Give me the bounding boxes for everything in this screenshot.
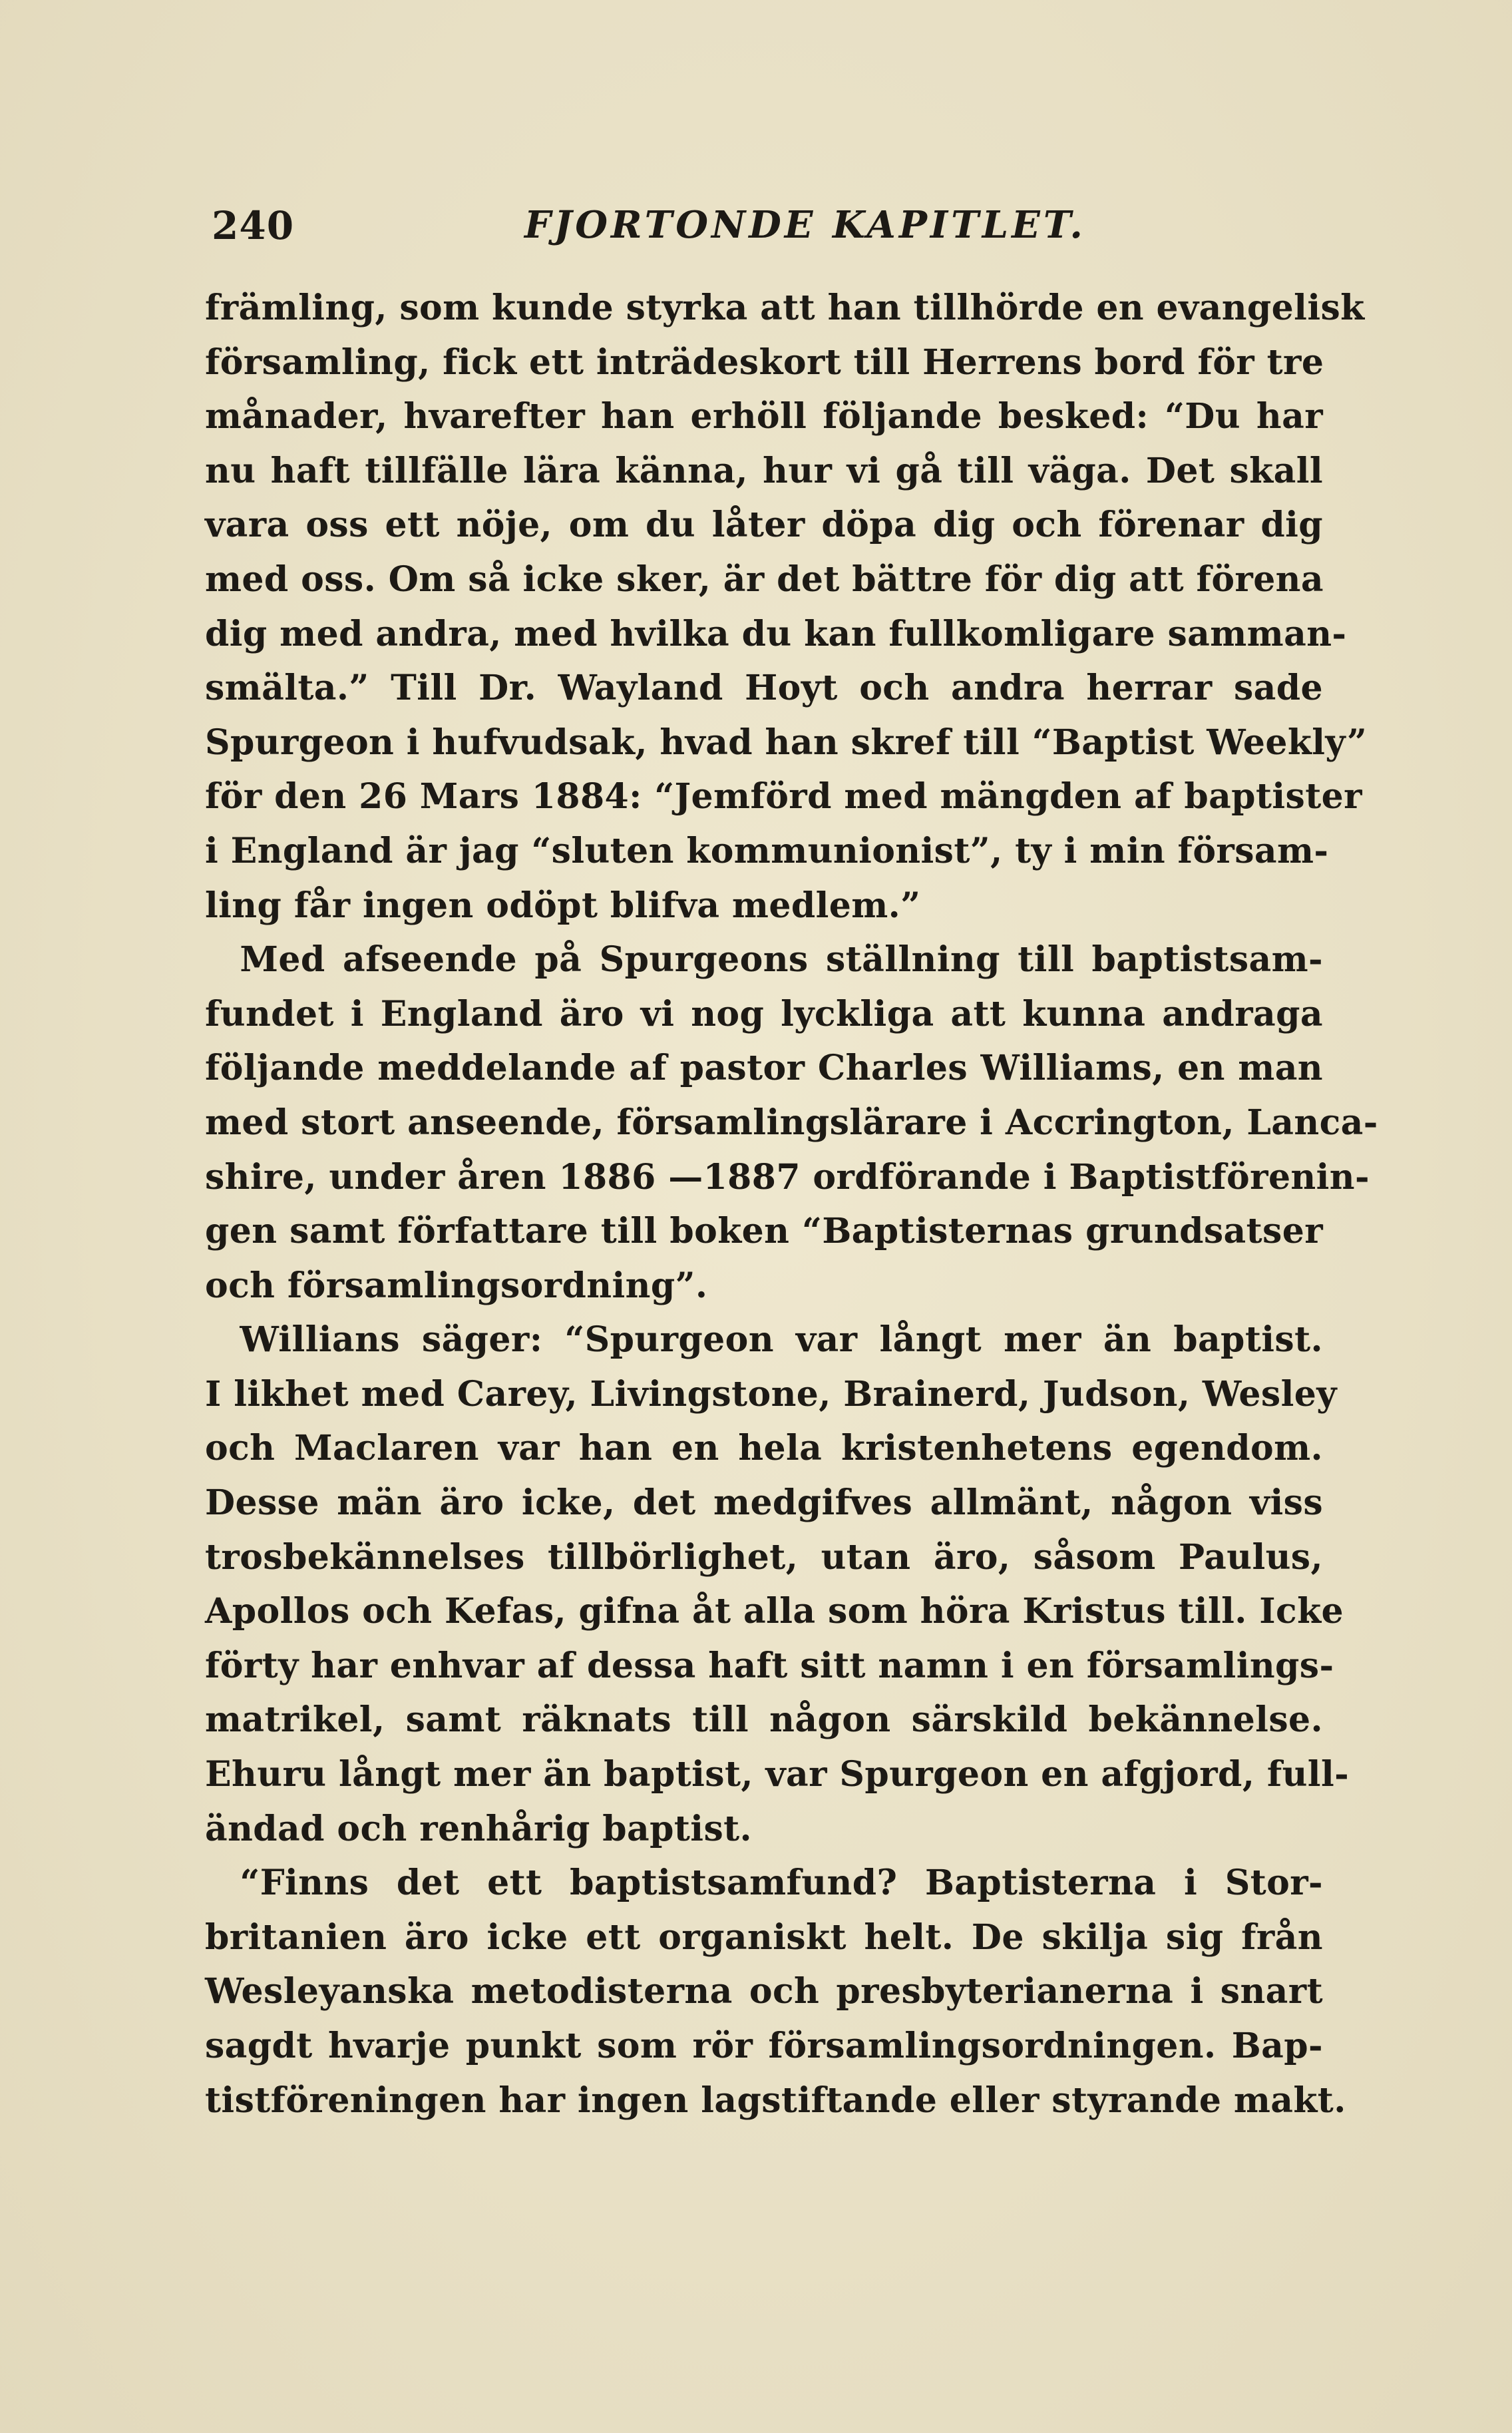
text-line: församling, fick ett inträdeskort till Herrens bord för tre: [205, 341, 1324, 383]
text-line: fundet i England äro vi nog lyckliga att kunna andraga: [205, 993, 1323, 1034]
text-line: ling får ingen odöpt blifva medlem.”: [205, 885, 921, 926]
text-line: smälta.” Till Dr. Wayland Hoyt och andra herrar sade: [205, 668, 1323, 709]
text-line: Spurgeon i hufvudsak, hvad han skref till “Baptist Weekly”: [205, 722, 1368, 763]
text-line: britanien äro icke ett organiskt helt. De skilja sig från: [205, 1916, 1323, 1958]
text-line: med stort anseende, församlingslärare i Accrington, Lanca-: [205, 1102, 1378, 1143]
text-line: för den 26 Mars 1884: “Jemförd med mängden af baptister: [205, 776, 1362, 817]
running-title: FJORTONDE KAPITLET.: [524, 203, 1086, 247]
text-line: Willians säger: “Spurgeon var långt mer än baptist.: [205, 1319, 1323, 1361]
text-line: vara oss ett nöje, om du låter döpa dig och förenar dig: [205, 505, 1323, 546]
text-line: gen samt författare till boken “Baptisternas grundsatser: [205, 1211, 1323, 1252]
text-line: trosbekännelses tillbörlighet, utan äro, såsom Paulus,: [205, 1536, 1323, 1578]
text-line: Desse män äro icke, det medgifves allmänt, någon viss: [205, 1482, 1323, 1524]
text-line: förty har enhvar af dessa haft sitt namn i en församlings-: [205, 1645, 1334, 1686]
text-line: “Finns det ett baptistsamfund? Baptisterna i Stor-: [205, 1863, 1323, 1904]
text-line: I likhet med Carey, Livingstone, Brainerd, Judson, Wesley: [205, 1373, 1337, 1415]
page-header: [212, 203, 1330, 256]
text-line: följande meddelande af pastor Charles Williams, en man: [205, 1048, 1323, 1089]
text-line: ändad och renhårig baptist.: [205, 1808, 753, 1849]
text-line: Wesleyanska metodisterna och presbyterianerna i snart: [205, 1971, 1323, 2012]
text-line: nu haft tillfälle lära känna, hur vi gå till väga. Det skall: [205, 450, 1323, 491]
text-line: månader, hvarefter han erhöll följande besked: “Du har: [205, 396, 1323, 437]
page-number: 240: [212, 203, 295, 248]
text-line: främling, som kunde styrka att han tillhörde en evangelisk: [205, 288, 1365, 328]
text-line: Ehuru långt mer än baptist, var Spurgeon en afgjord, full-: [205, 1754, 1350, 1795]
text-line: matrikel, samt räknats till någon särskild bekännelse.: [205, 1699, 1323, 1741]
text-line: dig med andra, med hvilka du kan fullkomligare samman-: [205, 613, 1347, 654]
text-line: med oss. Om så icke sker, är det bättre för dig att förena: [205, 558, 1324, 600]
text-line: i England är jag “sluten kommunionist”, ty i min försam-: [205, 830, 1329, 871]
text-line: tistföreningen har ingen lagstiftande eller styrande makt.: [205, 2080, 1346, 2121]
body-text: [205, 281, 1378, 2127]
text-line: sagdt hvarje punkt som rör församlingsordningen. Bap-: [205, 2026, 1323, 2066]
text-line: Med afseende på Spurgeons ställning till baptistsam-: [205, 939, 1323, 981]
text-line: shire, under åren 1886 —1887 ordförande i Baptistförenin-: [205, 1156, 1370, 1198]
text-line: Apollos och Kefas, gifna åt alla som höra Kristus till. Icke: [205, 1591, 1344, 1632]
text-line: och Maclaren var han en hela kristenhetens egendom.: [205, 1428, 1323, 1469]
text-line: och församlingsordning”.: [205, 1265, 708, 1306]
